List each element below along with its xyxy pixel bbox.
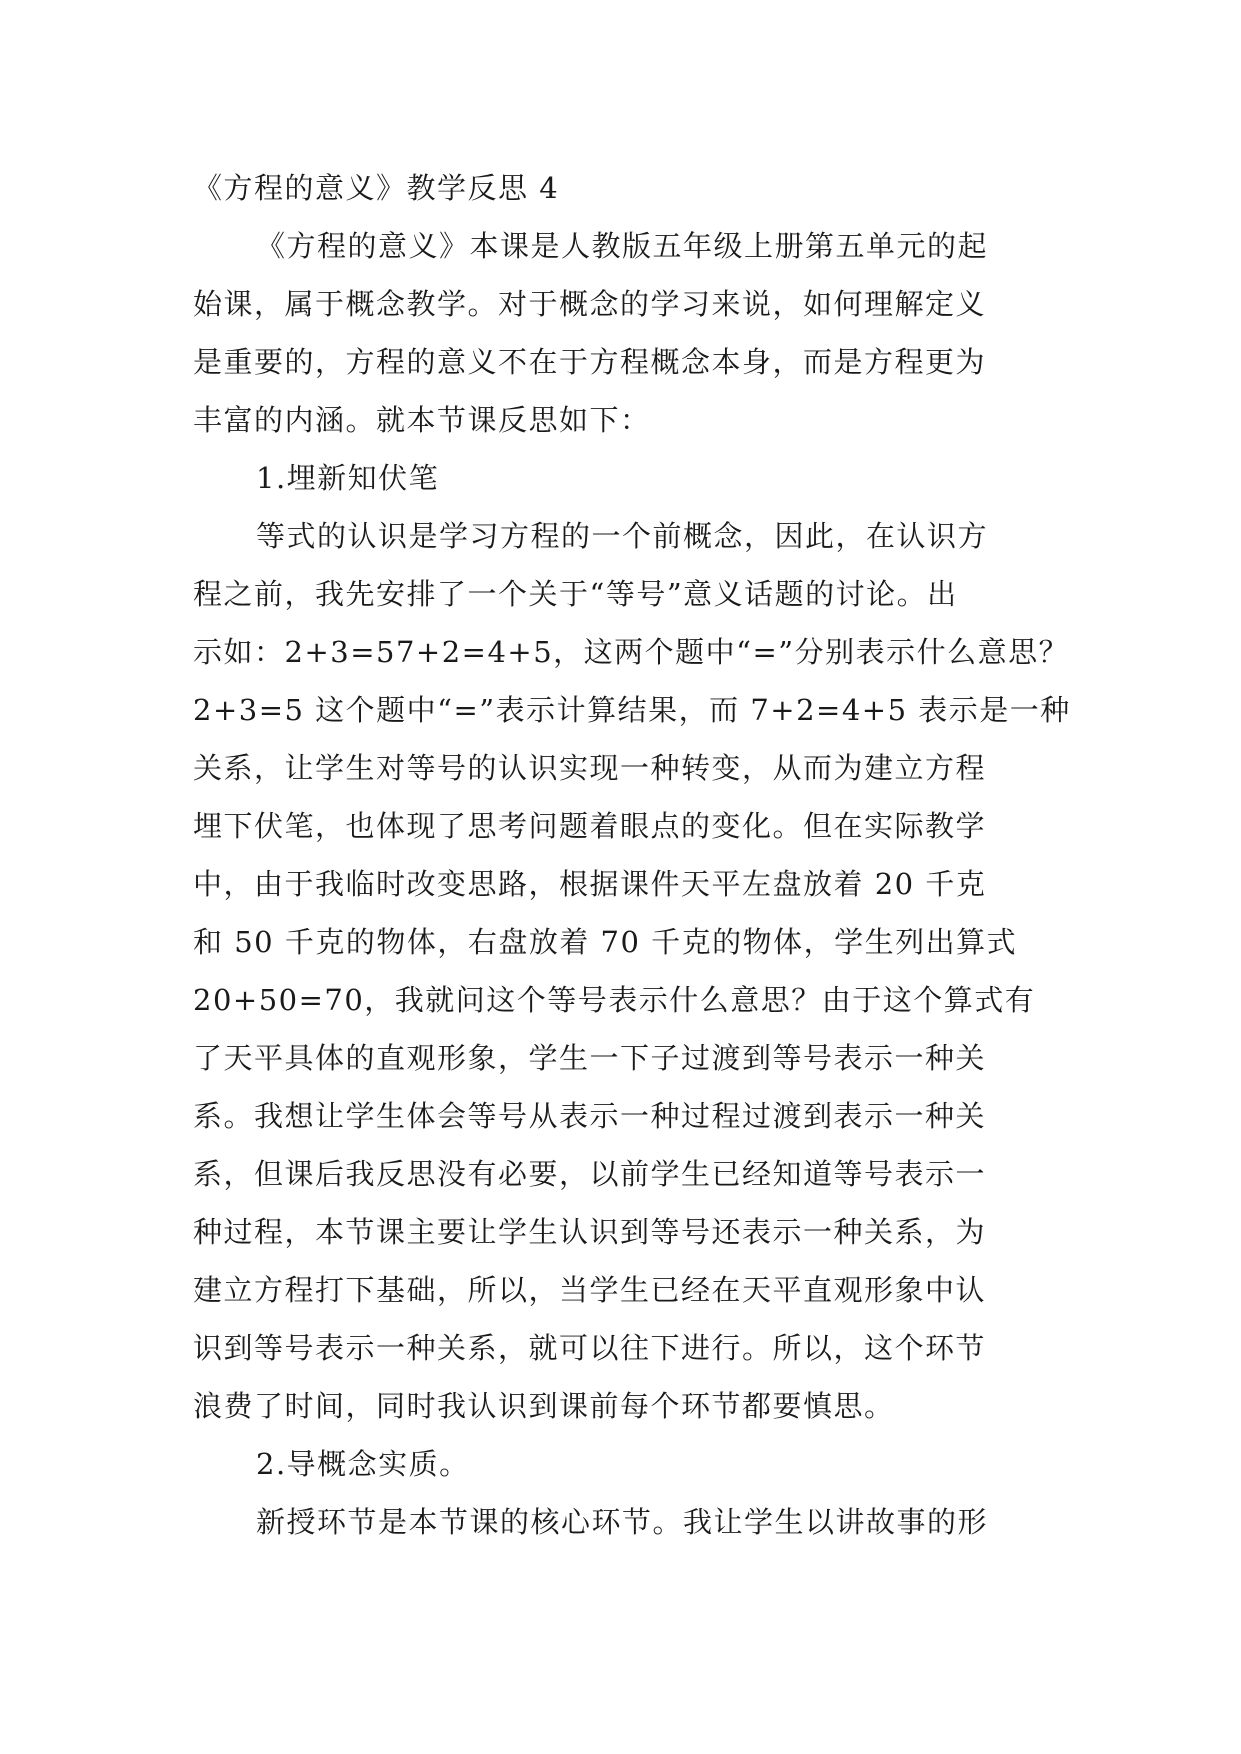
text-line: 等式的认识是学习方程的一个前概念，因此，在认识方 — [256, 519, 989, 553]
text-line: 系，但课后我反思没有必要，以前学生已经知道等号表示一 — [193, 1157, 987, 1191]
text-line: 建立方程打下基础，所以，当学生已经在天平直观形象中认 — [193, 1273, 987, 1307]
text-line: 丰富的内涵。就本节课反思如下： — [193, 403, 651, 437]
text-line: 关系，让学生对等号的认识实现一种转变，从而为建立方程 — [193, 751, 987, 785]
text-line: 是重要的，方程的意义不在于方程概念本身，而是方程更为 — [193, 345, 987, 379]
text-line: 始课，属于概念教学。对于概念的学习来说，如何理解定义 — [193, 287, 987, 321]
text-line: 中，由于我临时改变思路，根据课件天平左盘放着 20 千克 — [193, 867, 987, 901]
text-line: 新授环节是本节课的核心环节。我让学生以讲故事的形 — [256, 1505, 989, 1539]
document-title: 《方程的意义》教学反思 4 — [193, 171, 560, 205]
text-line: 和 50 千克的物体，右盘放着 70 千克的物体，学生列出算式 — [193, 925, 1018, 959]
text-line: 了天平具体的直观形象，学生一下子过渡到等号表示一种关 — [193, 1041, 987, 1075]
text-line: 《方程的意义》本课是人教版五年级上册第五单元的起 — [256, 229, 989, 263]
text-line: 识到等号表示一种关系，就可以往下进行。所以，这个环节 — [193, 1331, 987, 1365]
text-line: 种过程，本节课主要让学生认识到等号还表示一种关系，为 — [193, 1215, 987, 1249]
text-line: 浪费了时间，同时我认识到课前每个环节都要慎思。 — [193, 1389, 895, 1423]
section-heading: 1.埋新知伏笔 — [256, 461, 440, 495]
section-heading: 2.导概念实质。 — [256, 1447, 470, 1481]
text-line: 系。我想让学生体会等号从表示一种过程过渡到表示一种关 — [193, 1099, 987, 1133]
text-line: 20+50=70，我就问这个等号表示什么意思？由于这个算式有 — [193, 983, 1036, 1017]
text-line: 程之前，我先安排了一个关于“等号”意义话题的讨论。出 — [193, 577, 958, 611]
text-line: 示如：2+3=57+2=4+5，这两个题中“=”分别表示什么意思？ — [193, 635, 1070, 669]
text-line: 埋下伏笔，也体现了思考问题着眼点的变化。但在实际教学 — [193, 809, 987, 843]
text-line: 2+3=5 这个题中“=”表示计算结果，而 7+2=4+5 表示是一种 — [193, 693, 1071, 727]
